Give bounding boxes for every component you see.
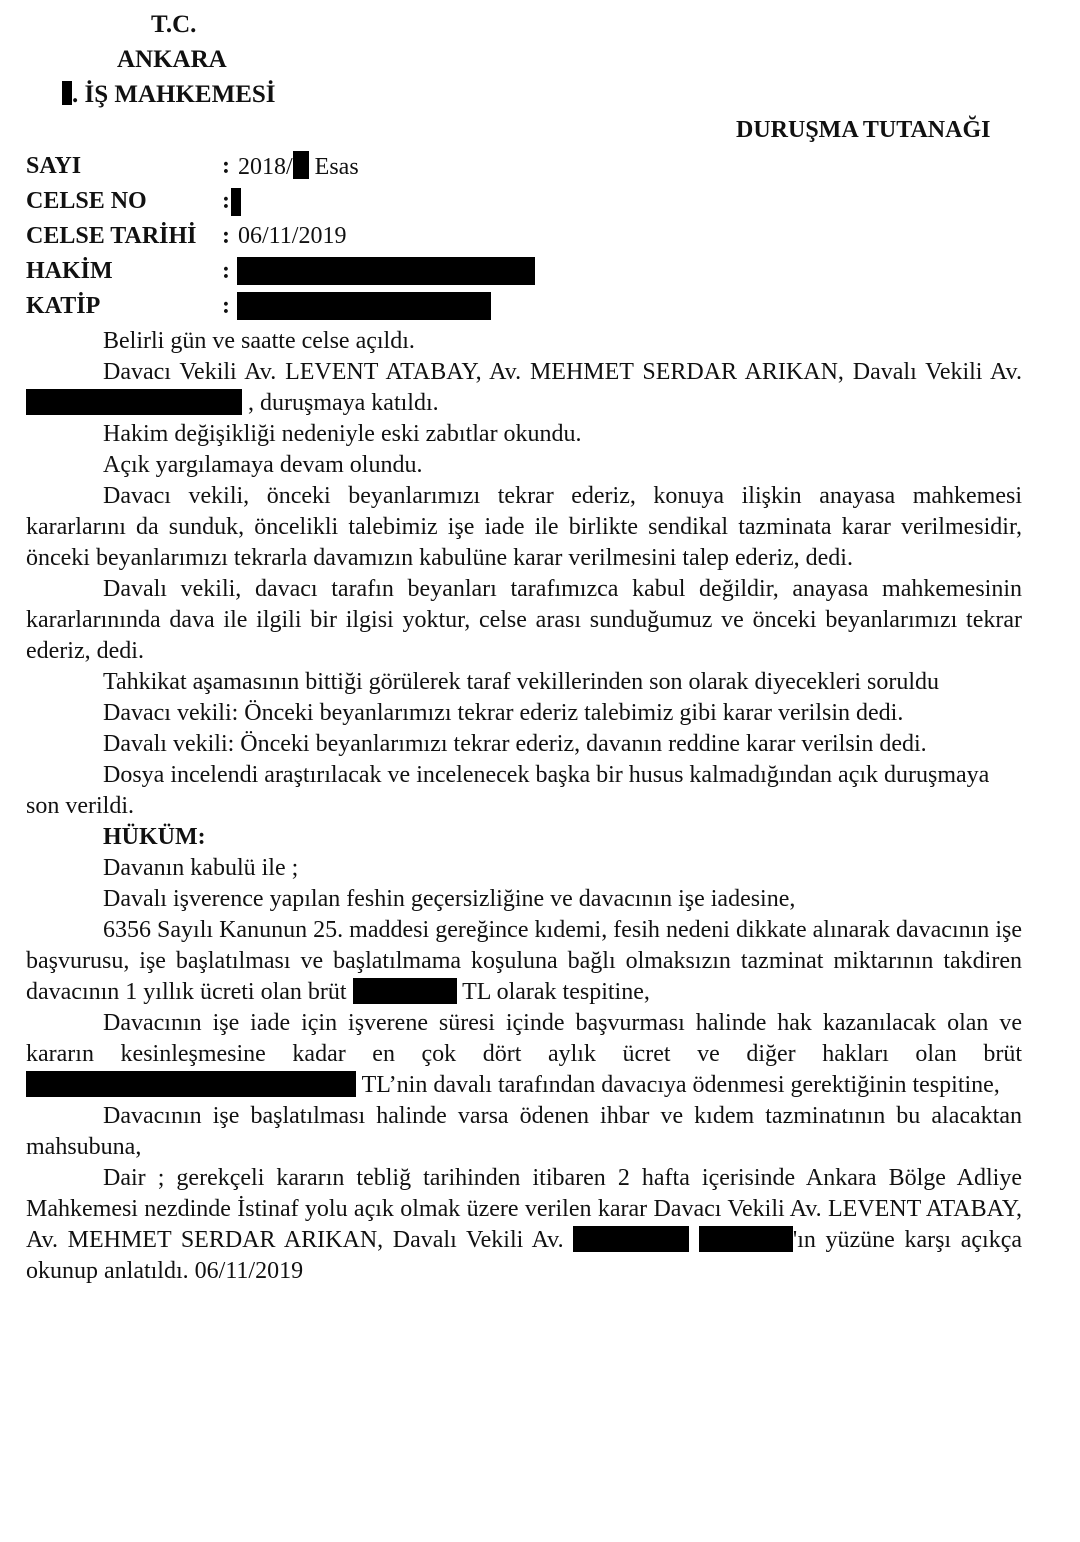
wages-text-end: TL’nin davalı tarafından davacıya ödenmesi gerektiğinin tespitine,: [356, 1072, 1000, 1098]
redaction-defendant-counsel-final-2: [699, 1226, 793, 1252]
redaction-judge-name: [237, 257, 535, 285]
header-tc: T.C.: [151, 11, 197, 38]
redaction-wages-amount: [26, 1071, 356, 1097]
celse-no-label: CELSE NO: [26, 188, 147, 214]
paragraph-defendant-final: Davalı vekili: Önceki beyanlarımızı tekrar ederiz, davanın reddine karar verilsin dedi.: [103, 731, 927, 757]
celse-tarihi-value: 06/11/2019: [238, 223, 347, 249]
paragraph-open-trial: Açık yargılamaya devam olundu.: [103, 452, 423, 478]
paragraph-plaintiff-statement: Davacı vekili, önceki beyanlarımızı tekrar ederiz, konuya ilişkin anayasa mahkemesi kararlarını da sunduk, öncelikli talebimiz işe iade ile birlikte sendikal tazminata karar verilmesidir, önceki beyanlarımızı tekrarla davamızın kabulüne karar verilmesini talep ederiz, dedi.: [26, 483, 1022, 571]
paragraph-final-words: Tahkikat aşamasının bittiği görülerek taraf vekillerinden son olarak diyecekleri soruldu: [103, 669, 940, 695]
sayi-label: SAYI: [26, 153, 82, 179]
paragraph-plaintiff-final: Davacı vekili: Önceki beyanlarımızı tekrar ederiz talebimiz gibi karar verilsin dedi.: [103, 700, 904, 726]
celse-no-colon: :: [222, 188, 230, 214]
attendance-text-end: , duruşmaya katıldı.: [242, 390, 439, 416]
wages-text-start: Davacının işe iade için işverene süresi içinde başvurması halinde hak kazanılacak olan ve kararın kesinleşmesine kadar en çok dört aylık ücret ve diğer hakları olan brüt: [26, 1010, 1022, 1067]
paragraph-wages: [26, 1008, 1022, 1101]
document-title: DURUŞMA TUTANAĞI: [736, 117, 991, 143]
sayi-colon: :: [222, 153, 230, 179]
header-court-name: . İŞ MAHKEMESİ: [72, 81, 276, 108]
paragraph-case-accepted: Davanın kabulü ile ;: [103, 855, 299, 881]
compensation-text-start: 6356 Sayılı Kanunun 25. maddesi gereğince kıdemi, fesih nedeni dikkate alınarak davacının işe başvurusu, işe başlatılması ve başlatılmama koşuluna bağlı olmaksızın tazminat miktarının takdiren davacının 1 yıllık ücreti olan brüt: [26, 917, 1022, 1005]
celse-tarihi-label: CELSE TARİHİ: [26, 223, 197, 249]
paragraph-compensation: [26, 915, 1022, 1008]
redaction-case-number: [293, 151, 309, 179]
sayi-value: [238, 151, 359, 182]
appeal-text-start: Dair ; gerekçeli kararın tebliğ tarihinden itibaren 2 hafta içerisinde Ankara Bölge Adliye Mahkemesi nezdinde İstinaf yolu açık olmak üzere verilen karar Davacı Vekili Av. LEVENT ATABAY, Av. MEHMET SERDAR ARIKAN, Davalı Vekili Av.: [26, 1165, 1022, 1253]
paragraph-appeal: [26, 1163, 1022, 1287]
record-body: [26, 326, 1022, 1287]
verdict-heading: [26, 822, 1022, 853]
hakim-colon: :: [222, 258, 230, 284]
redaction-session-number: [231, 188, 241, 216]
paragraph-reinstatement: Davalı işverence yapılan feshin geçersizliğine ve davacının işe iadesine,: [103, 886, 796, 912]
sayi-year: 2018/: [238, 154, 293, 180]
redaction-defendant-counsel: [26, 389, 242, 415]
header-court: [62, 80, 276, 110]
redaction-court-number: [62, 81, 72, 105]
header-city: ANKARA: [117, 46, 227, 73]
paragraph-defendant-statement: Davalı vekili, davacı tarafın beyanları tarafımızca kabul değildir, anayasa mahkemesinin kararlarınında dava ile ilgili bir ilgisi yoktur, celse arası sunduğumuz ve önceki beyanlarımızı tekrar ederiz, dedi.: [26, 576, 1022, 664]
sayi-suffix: Esas: [314, 154, 359, 180]
redaction-compensation-amount: [353, 978, 457, 1004]
katip-colon: :: [222, 293, 230, 319]
attendance-text-start: Davacı Vekili Av. LEVENT ATABAY, Av. MEHMET SERDAR ARIKAN, Davalı Vekili Av.: [103, 359, 1022, 385]
celse-tarihi-colon: :: [222, 223, 230, 249]
appeal-text-end: 'ın yüzüne karşı açıkça okunup anlatıldı. 06/11/2019: [26, 1227, 1023, 1284]
paragraph-session-opened: Belirli gün ve saatte celse açıldı.: [103, 328, 415, 354]
paragraph-attendance: [26, 357, 1022, 419]
redaction-clerk-name: [237, 292, 491, 320]
hakim-label: HAKİM: [26, 258, 113, 284]
paragraph-hearing-closed: Dosya incelendi araştırılacak ve incelenecek başka bir husus kalmadığından açık duruşmaya son verildi.: [26, 762, 990, 819]
compensation-text-end: TL olarak tespitine,: [456, 979, 650, 1005]
paragraph-offset: Davacının işe başlatılması halinde varsa ödenen ihbar ve kıdem tazminatının bu alacaktan mahsubuna,: [26, 1103, 1022, 1160]
redaction-defendant-counsel-final-1: [573, 1226, 689, 1252]
paragraph-judge-change: Hakim değişikliği nedeniyle eski zabıtlar okundu.: [103, 421, 582, 447]
katip-label: KATİP: [26, 293, 101, 319]
verdict-heading-text: HÜKÜM:: [103, 824, 206, 850]
